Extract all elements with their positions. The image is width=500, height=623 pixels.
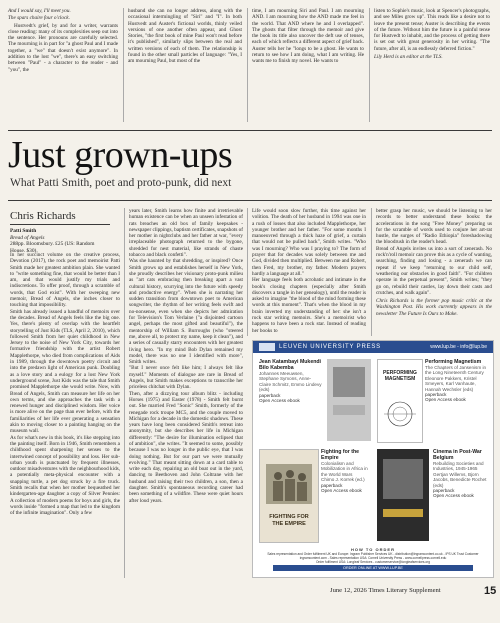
ad-book-1-editors: Johannes Meeuwsen, Stephane Symons, Anne-Claire Schmitz, Emmo Lindevy (eds)	[259, 371, 322, 393]
top-col4-text: listen to Sophie's music, look at Spencer's photographs, and see Miles grow up". This reads like a desire not to leave the present tense; Auster is describing the events of the future. Without him the future is a painful tense for Hustvedt to inhabit, and the process of getting there is set out with great generosity in her writing. "The future, after all, is an endlessly deferred fiction."	[374, 8, 490, 52]
top-column-3	[252, 8, 364, 66]
order-info-line-1: Sales representation and Order fulfilment UK and Europe: Ingram Publisher Services UK - distribution@ingramcontent.co.uk - IPS UK Trust Customer	[267, 552, 479, 556]
order-info-line-3: Order fulfilment USA: Longleaf Services - customerservice@longleafservices.org	[316, 560, 430, 564]
article-column-1	[10, 252, 120, 577]
book-details	[10, 228, 110, 254]
poem-line-1: And I would say, I'll meet you.	[8, 8, 71, 14]
ad-book-2-access: Open Access ebook	[425, 397, 466, 403]
column-divider	[247, 208, 248, 336]
order-online-button[interactable]: ORDER ONLINE AT WWW.LUP.BE	[273, 565, 473, 571]
article-column-4	[376, 208, 492, 336]
article-headline: Just grown-ups	[8, 134, 233, 176]
publisher-logo-icon	[259, 343, 275, 351]
book-publication: 288pp. Bloomsbury. £25 (US: Random House. $30).	[10, 241, 95, 254]
ad-book-4-subtitle: Rebuilding Societies and Industries, 1945-1965	[433, 461, 484, 472]
top-column-1	[8, 8, 118, 74]
ad-book-1-access: Open Access ebook	[259, 398, 300, 404]
cover-title-text: FIGHTING FOR THE EMPIRE	[269, 514, 309, 527]
book-cover-fighting-for-the-empire	[259, 449, 319, 543]
how-to-order-heading: HOW TO ORDER	[351, 547, 395, 552]
article-col4-credit: Chris Richards is the former pop music critic at the Washington Post. His work currently appears in the newsletter The Future Is Ours to Make.	[376, 298, 492, 317]
book-cover-image	[327, 359, 371, 441]
headline-rule	[8, 200, 492, 201]
ad-book-4[interactable]	[433, 449, 489, 499]
publisher-url[interactable]: www.lup.be - info@lup.be	[430, 344, 487, 350]
top-col2-text: husband she can no longer address, along with the occasional intermingling of "Siri" and "I". In both Hustvedt and Auster's fictional worlds, thinly veiled versions of one another often appear, and Ghost Stories, "the first book of mine Paul won't read before it's published", similarly slips between the real and written versions of each of them. The relationship is found in the other small particles of language: "Yes, I am mourning Paul, but most of the	[128, 8, 242, 65]
page-footer: June 12, 2026 Times Literary Supplement	[330, 587, 441, 594]
top-column-4	[374, 8, 490, 61]
ad-book-2-format: paperback	[425, 392, 447, 398]
article-col1-text: In her succinct volume on the creative process, Devotion (2017), the rock poet and memoirist Patti Smith made her greatest ambition plain. She wanted to "write something fine, that would be better than I am, and that would justify my trials and indiscretions. To offer proof, through a scramble of words, that God exist". With her sweeping new memoir, Bread of Angels, she inches closer to touching that impossibility. Smith has already issued a handful of memoirs over the decades. Bread of Angels feels like the big one. Yes, there's plenty of overlap with the heartfelt storytelling of Just Kids (TLS, April 2, 2010), which followed Smith from her quiet childhood in New Jersey to the noise of New York City, towards her formative friendship with the artist Robert Mapplethorpe, who died from complications of Aids in 1989, through the downtown poetry circuit and into the predawn light of American punk. Doubling as a love story and a eulogy for a lost New York underground scene, Just Kids was the tale that Smith promised Mapplethorpe she would write. Now, with Bread of Angels, Smith can measure her life on her own terms, and she approaches the task with a renewed hunger and disciplined wisdom. Her voice is more alive on the page than ever before, with the familiarities of her life ever generating a sensation akin to moving closer to a painting hanging on the museum wall. As for what's new in this book, it's like stepping into the painting itself. Born in 1946, Smith remembers a childhood spent sharpening her senses to the intertwined concept of possibility and loss. Her sub-urban youth is punctuated by frequent illnesses, outdoor misadventures with the neighbourhood kids, a potentially meta-physical encounter with a snapping turtle, a pet dog struck by a fire truck. Smith recalls that when her mother bequeathed her kindergarten-age daughter a copy of Silver Pennies: A collection of modern poems for boys and girls, the words inside "formed a map that led to the kingdom of the infinite imagination". Only a few	[10, 252, 120, 517]
ad-ordering-info	[253, 548, 493, 577]
order-info-line-2: ingramcontent.com - Sales representation USA: Cornell University Press - www.cornellpress.cornell.edu	[299, 556, 447, 560]
poem-line-2: The spars chaire four o'clock.	[8, 15, 70, 22]
cover-title-text: PERFORMING MAGNETISM	[383, 370, 417, 382]
top-col3-text: time, I am mourning Siri and Paul. I am mourning AND. I am mourning how the AND made me feel in the world. That AND where he and I overlapped". The ghosts that filter through the memoir and give the book its title also uncover the deft use of tenses, each of which reflects a different aspect of grief back. Auster tells her he "longs to be a ghost. He wants to return to see how I am doing, what I am writing. He wants me to finish my novel. He wants to	[252, 8, 364, 65]
byline-rule	[10, 224, 110, 225]
ad-book-2[interactable]	[425, 359, 489, 403]
ad-header	[253, 341, 493, 353]
ad-book-3-title: Fighting for the Empire	[321, 449, 360, 461]
article-column-2	[129, 208, 243, 578]
ad-book-3[interactable]	[321, 449, 371, 493]
ad-book-3-access: Open Access ebook	[321, 488, 362, 494]
ad-book-3-editors: Chimo J. Korrek (ed.)	[321, 477, 365, 483]
top-col4-credit: Lily Herd is an editor at the TLS.	[374, 54, 443, 61]
ad-book-4-format: paperback	[433, 488, 455, 494]
publisher-advertisement[interactable]	[252, 340, 494, 578]
ad-book-1-title: Jean Katambayi Mukendi	[259, 359, 321, 365]
byline: Chris Richards	[10, 210, 76, 222]
top-col1-text: Hustvedt's grief, by and for a writer, warrants close reading: many of its complexities seep out into the sentence. Her pronouns are carefully selected. The mourning is in part for "a ghost Paul and I made together, a "we" that doesn't exist anymore". In addition to the lost "we", there's an easy switching between "Paul" - a character to the reader - and "you", the	[8, 22, 118, 73]
ad-book-1[interactable]	[259, 359, 323, 403]
ad-book-4-editors: Gertjan Willems, Bjorn Jacobs, Benedicte Rochet (eds)	[433, 471, 487, 488]
ad-book-2-title: Performing Magnetism	[425, 359, 482, 365]
section-rule	[8, 130, 492, 131]
column-divider	[124, 208, 125, 578]
article-col3-text: Life would soon slow further, this time against her volition. The death of her husband in 1994 was one in a rush of losses that also included Mapplethorpe, her younger brother and her father. "For some months I manoeuvred through a thick haze of grief, a curtain that would not be pulled back", Smith writes. "Who was I mourning? Who was I praying to? The form of prayer that for decades was solely between me and God, divided then multiplied. Between me and Robert, then Fred, my brother, my father. Modern prayers hardly a language at all." Her language feels both acrobatic and intimate in the book's closing chapters (especially after Smith discovers a tangle in her genealogy), until the reader is asked to imagine "the blood of the mind forming these words at this moment". That's when the blood in my brain inverted my understanding of her: she isn't a rock star writing memoirs. She's a memoirist who happens to have been a rock star. Instead of reading her books to	[252, 208, 366, 334]
book-cover-performing-magnetism	[377, 359, 423, 443]
column-divider	[123, 8, 124, 122]
ad-book-1-format: paperback	[259, 392, 281, 398]
column-divider	[369, 8, 370, 122]
article-col4-text: better grasp her music, we should be listening to her records to better understand these books: the accelerations in the song "Free Money" preparing us for the scramble of words used to conjure her art-rat hustle, the surges of "Radio Ethiopia" foreshadowing the bloodrush in the reader's head. Bread of Angels invites us into a sort of zenerash. No rock'n'roll memoir can prove this as a cycle of wanting, searching, finding and losing - a zenerash we can repeat if we keep "returning to our child self, weathering our obstacles in good faith". "For children operate in the perpetual present", Smith writes; "they go on, rebuild their castles, lay down their casts and crutches, and walk again".	[376, 208, 492, 296]
ad-book-3-subtitle: Colonialism and Mobilization in Africa in the World Wars	[321, 461, 368, 477]
ad-book-4-title: Cinema in Post-War Belgium	[433, 449, 482, 461]
article-subhead: What Patti Smith, poet and proto-punk, did next	[10, 177, 232, 189]
ad-book-1-subtitle: Bilo Kabemba	[259, 365, 294, 371]
publisher-name: LEUVEN UNIVERSITY PRESS	[279, 343, 381, 350]
ad-book-2-editors: Eleonore Pakkers, Kristel Smeyers, Karl Vanhaute, Hannah Wechsler (eds)	[425, 375, 477, 392]
book-title: Bread of Angels	[10, 234, 45, 241]
ad-book-4-access: Open Access ebook	[433, 493, 474, 499]
book-author: Patti Smith	[10, 228, 37, 234]
ad-book-2-subtitle: The Chapters of Jansenism in the Long Nineteenth Century	[425, 365, 487, 376]
article-column-3	[252, 208, 366, 336]
magnetism-cover-art	[378, 396, 422, 436]
top-column-2	[128, 8, 242, 66]
ad-book-3-format: paperback	[321, 482, 343, 488]
article-col2-text: years later, Smith learns how finite and irretrievable human existence can be when an unseen infestation of rats breaches an old box of family keepsakes - newspaper clippings, baptism certificates, snapshots of her mother in nightclubs and her father at war, "every irreplaceable photograph returned to the bygone, shredded for nest material, like strands of chaste tobacco and black confetti". Was she haunted by that shredding, or inspired? Once Smith grows up and establishes herself in New York, she proudly describes her visionary proto-punk milieu as "art cats embracing then breaking apart a vast cultural history, scurrying into the future with speedy and productive energy". When she is narrating her sudden transition from downtown poet to American songwriter, the rhythm of her writing feels swift and no-nonsense, even when she depicts her admiration for Television's Tom Verlaine ("a disjointed cartoon angel, perhaps the most gifted and beautiful"), the mentorship of William S. Burroughs (who "steered me, above all, to protect my name, keep it clean"), and a series of casually starry encounters with her greatest living hero. "In my mind Bob Dylan remained my model, there was no one I identified with more", Smith writes. "But I never once felt like him; I always felt like myself." Moments of dialogue are rare in Bread of Angels, but Smith makes exceptions to transcribe her priceless chitchat with Dylan. Then, after a dizzying tour album blitz - including Horses (1975) and Easter (1978) - Smith felt burnt out. She married Fred "Sonic" Smith, formerly of the renegade rock troupe MC5, and the couple moved to Michigan for a decade in the domestic shadows. These years have long been considered Smith's retreat into anonymity, but she describes her life in Michigan differently: "The desire for illumination eclipsed that of ambition", she writes. "It seemed to some, possibly because I was no longer in the public eye, that I was doing nothing. But for our part we were mutually evolving." That meant sitting down at a card table to write each day, repairing an old boat out in the yard, dancing to Beethoven and John Coltrane with her husband and raising their two children, a son, then a daughter. Smith's spontaneous recording career had been something of a wildfire. These were quiet hours after loud years.	[129, 208, 243, 504]
page-number: 15	[484, 585, 497, 597]
book-cover-cinema	[377, 449, 429, 541]
column-divider	[371, 208, 372, 336]
soldiers-cover-art	[260, 454, 318, 510]
column-divider	[247, 8, 248, 122]
